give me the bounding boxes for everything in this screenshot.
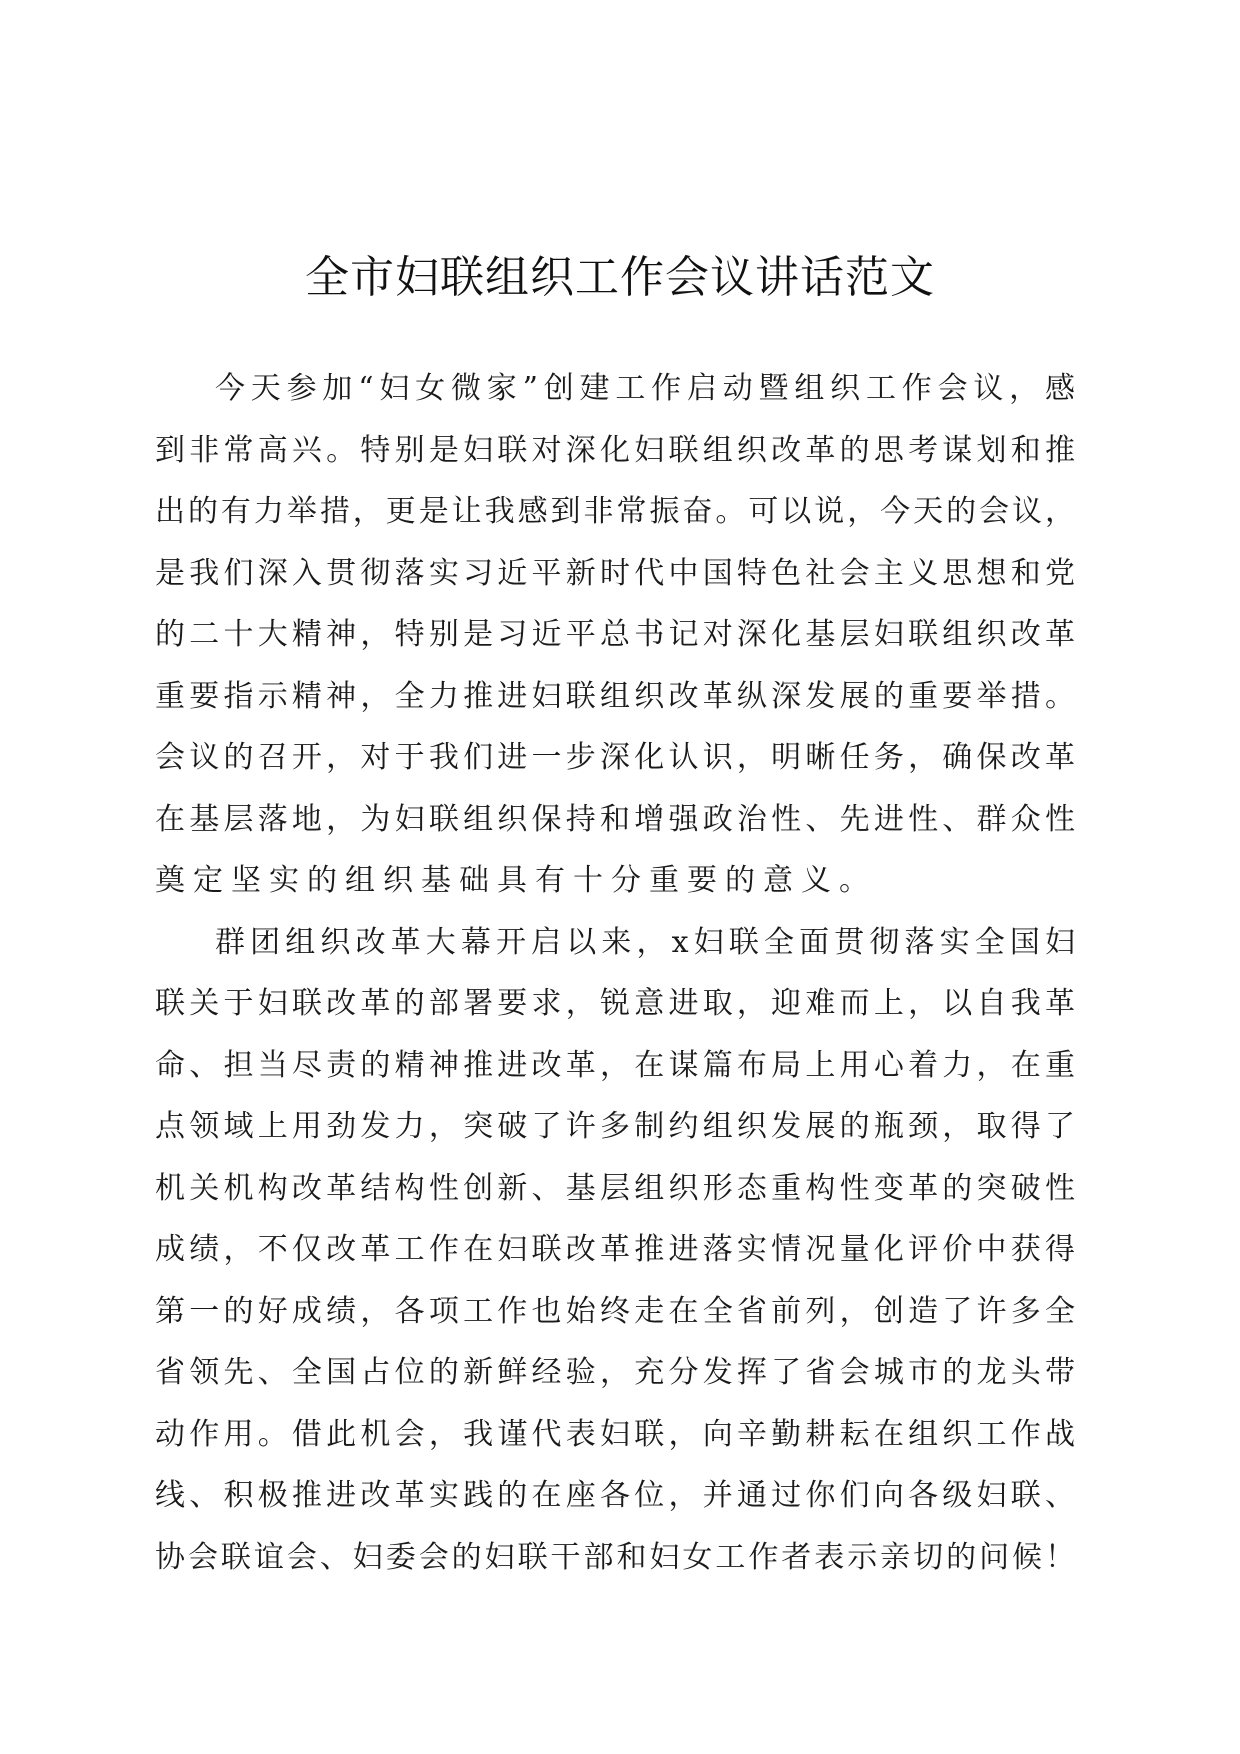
text-line: 省领先、全国占位的新鲜经验，充分发挥了省会城市的龙头带 [155,1355,1075,1390]
text-line: 的二十大精神，特别是习近平总书记对深化基层妇联组织改革 [155,617,1075,652]
text-line: 群团组织改革大幕开启以来，x妇联全面贯彻落实全国妇 [215,924,1075,960]
text-line: 第一的好成绩，各项工作也始终走在全省前列，创造了许多全 [155,1293,1075,1329]
text-line: 在基层落地，为妇联组织保持和增强政治性、先进性、群众性 [155,801,1075,837]
text-line: 成绩，不仅改革工作在妇联改革推进落实情况量化评价中获得 [155,1232,1075,1267]
text-line: 动作用。借此机会，我谨代表妇联，向辛勤耕耘在组织工作战 [155,1416,1075,1452]
text-line: 奠定坚实的组织基础具有十分重要的意义。 [155,863,877,898]
text-line: 点领域上用劲发力，突破了许多制约组织发展的瓶颈，取得了 [155,1109,1075,1144]
text-line: 线、积极推进改革实践的在座各位，并通过你们向各级妇联、 [155,1478,1075,1513]
text-line: 重要指示精神，全力推进妇联组织改革纵深发展的重要举措。 [155,678,1075,714]
text-line: 协会联谊会、妇委会的妇联干部和妇女工作者表示亲切的问候！ [155,1539,1075,1575]
document-title: 全市妇联组织工作会议讲话范文 [305,252,935,303]
text-line: 命、担当尽责的精神推进改革，在谋篇布局上用心着力，在重 [155,1047,1075,1083]
paragraph-2 [155,912,1075,1589]
text-line: 是我们深入贯彻落实习近平新时代中国特色社会主义思想和党 [155,555,1075,591]
text-line: 出的有力举措，更是让我感到非常振奋。可以说，今天的会议， [155,494,1075,529]
text-line: 会议的召开，对于我们进一步深化认识，明晰任务，确保改革 [155,740,1075,775]
paragraph-1 [155,358,1075,912]
text-line: 今天参加“妇女微家”创建工作启动暨组织工作会议，感 [215,371,1075,406]
document-body [155,358,1075,1588]
text-line: 机关机构改革结构性创新、基层组织形态重构性变革的突破性 [155,1170,1075,1206]
text-line: 联关于妇联改革的部署要求，锐意进取，迎难而上，以自我革 [155,986,1075,1021]
text-line: 到非常高兴。特别是妇联对深化妇联组织改革的思考谋划和推 [155,432,1075,468]
